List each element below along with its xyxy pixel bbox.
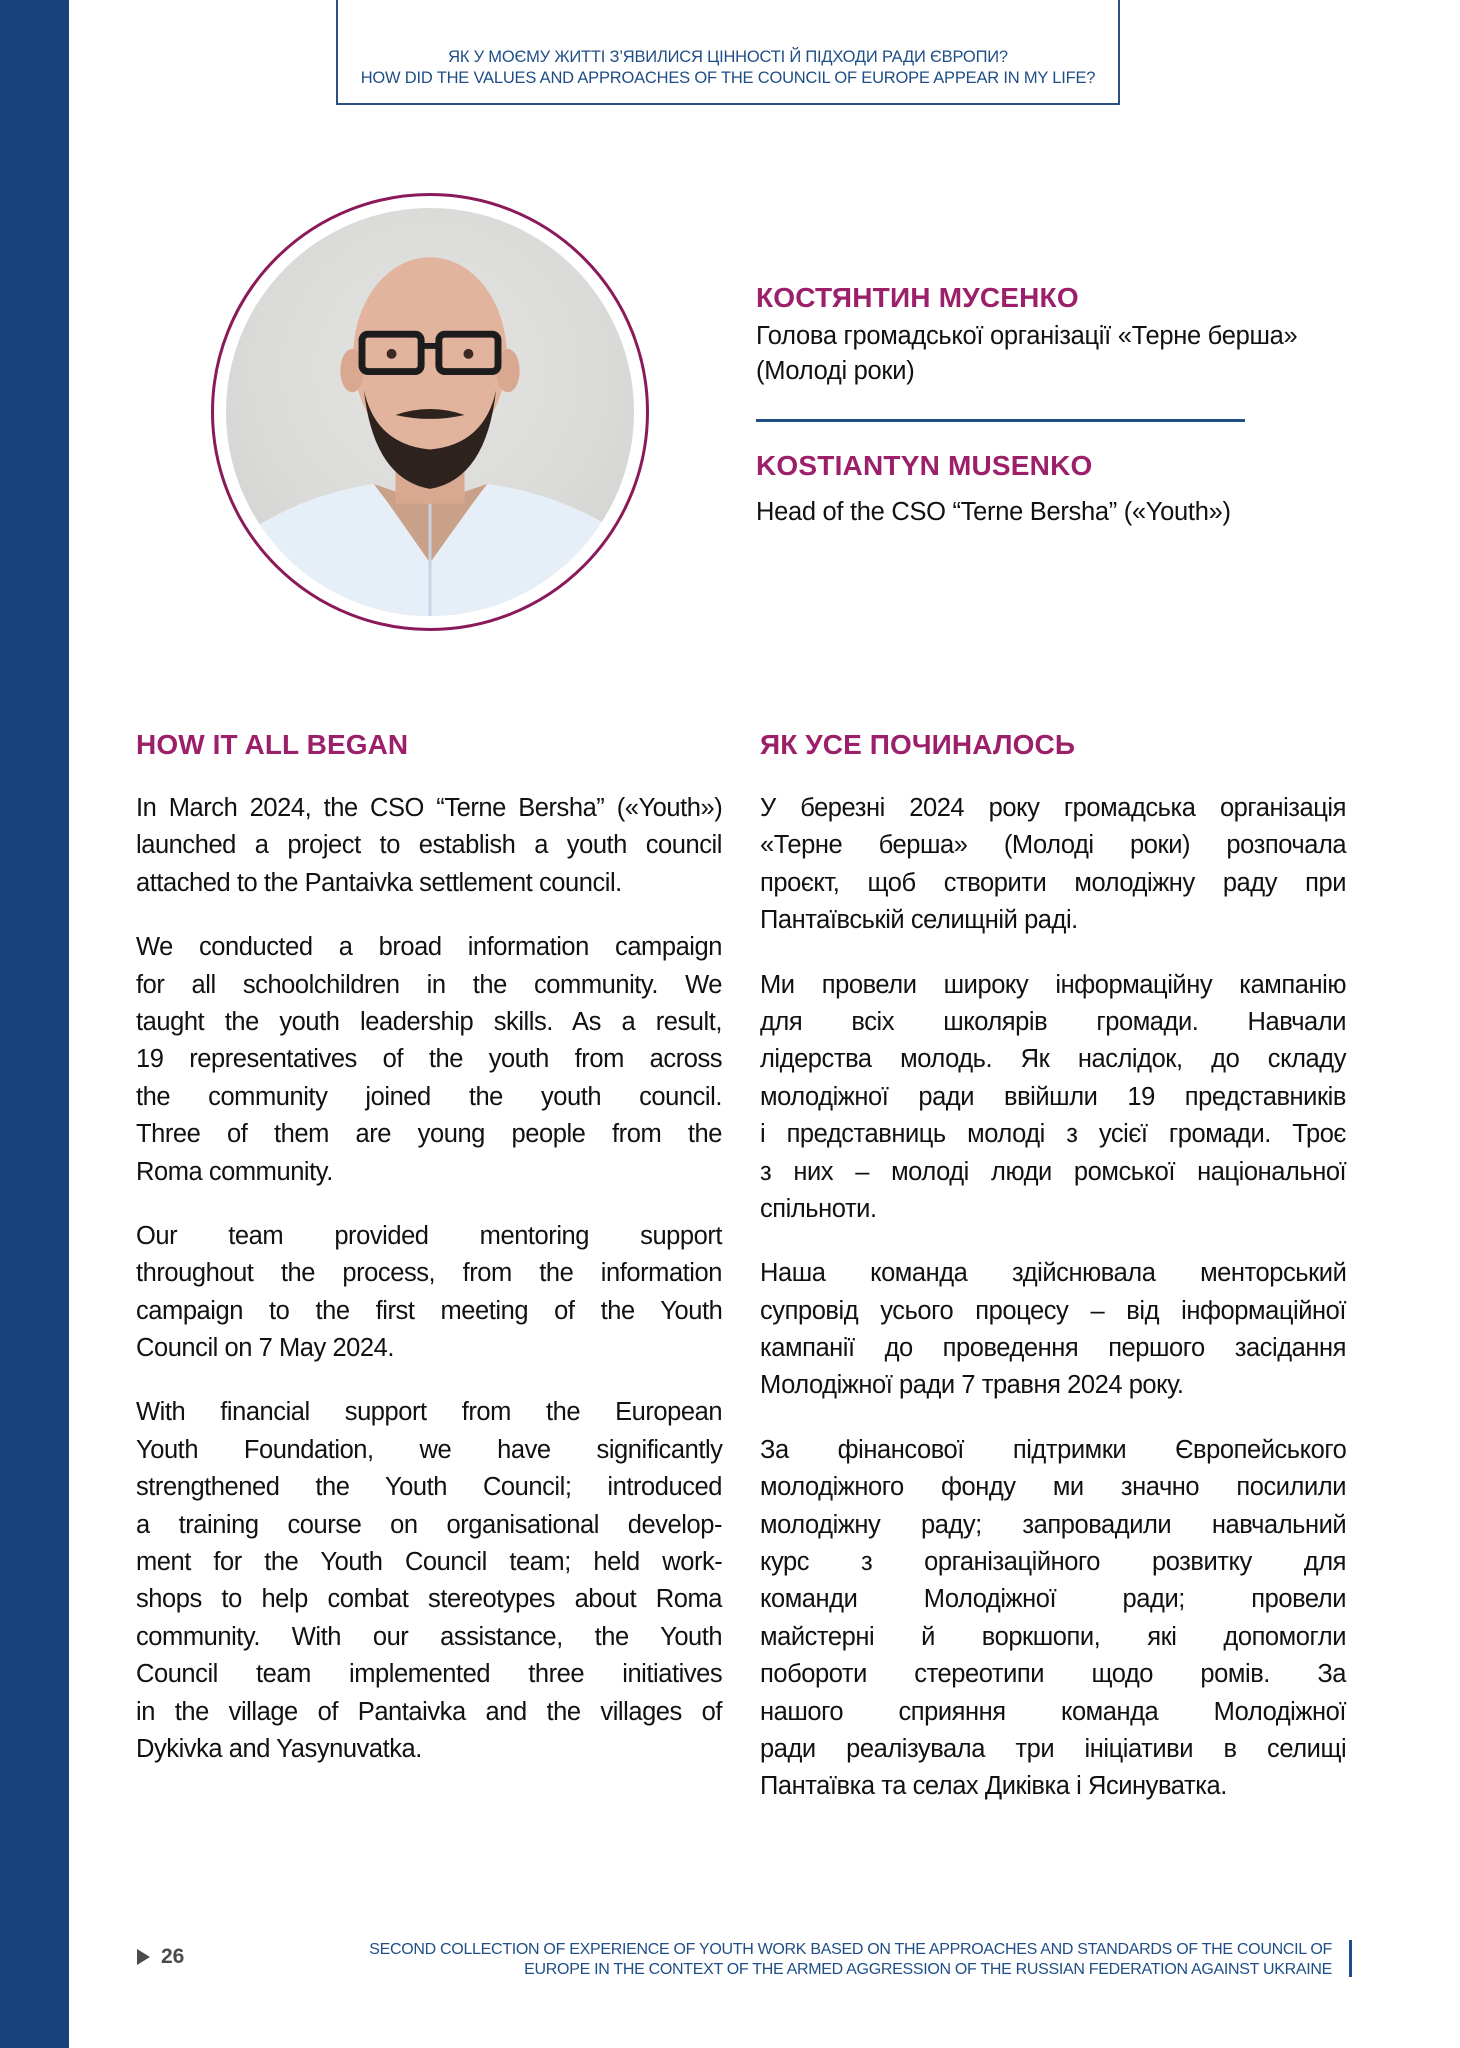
running-header-title-en: HOW DID THE VALUES AND APPROACHES OF THE COUNCIL OF EUROPE APPEAR IN MY LIFE? [360,69,1096,87]
paragraph-line: спільноти. [760,1194,877,1223]
paragraph-line: shops to help combat stereotypes about Roma [136,1585,722,1614]
running-header [336,0,1120,105]
paragraph-line: in the village of Pantaivka and the villages of [136,1697,722,1726]
paragraph-line: Ми провели широку інформаційну кампанію [760,970,1346,999]
paragraph-line: for all schoolchildren in the community. We [136,970,722,999]
ukrainian-paragraphs [760,790,1346,1833]
paragraph-line: In March 2024, the CSO “Terne Bersha” («Youth») [136,794,723,822]
paragraph-line: і представниць молоді з усієї громади. Троє [760,1120,1346,1149]
paragraph [760,967,1346,1229]
paragraph-line: майстерні й воркшопи, які допомогли [760,1622,1346,1651]
section-title-ua: ЯК УСЕ ПОЧИНАЛОСЬ [760,729,1076,760]
portrait-photo [226,208,634,616]
paragraph-line: Council on 7 May 2024. [136,1334,395,1363]
running-footer-line: SECOND COLLECTION OF EXPERIENCE OF YOUTH WORK BASED ON THE APPROACHES AND STANDARDS OF THE COUNCIL OF [369,1941,1332,1958]
paragraph-line: супровід усього процесу – від інформаційної [760,1296,1346,1325]
paragraph-line: Three of them are young people from the [136,1120,722,1149]
paragraph [760,1255,1346,1405]
name-divider [756,419,1245,422]
paragraph-line: Dykivka and Yasynuvatka. [136,1734,422,1763]
paragraph-line: campaign to the first meeting of the Youth [136,1296,723,1325]
paragraph [136,929,722,1191]
page-number: 26 [161,1945,185,1968]
paragraph-line: ради реалізувала три ініціативи в селищі [760,1734,1347,1763]
paragraph-line: побороти стереотипи щодо ромів. За [760,1660,1346,1689]
person-role-ua-line: (Молоді роки) [756,357,915,385]
paragraph-line: strengthened the Youth Council; introduced [136,1473,722,1502]
person-role-en: Head of the CSO “Terne Bersha” («Youth») [756,498,1231,526]
portrait-frame [211,193,649,631]
paragraph-line: Пантаївка та селах Диківка і Ясинуватка. [760,1772,1227,1801]
paragraph-line: taught the youth leadership skills. As a result, [136,1007,722,1036]
paragraph [760,790,1346,940]
paragraph [136,1218,722,1368]
paragraph-line: Youth Foundation, we have significantly [136,1435,723,1464]
paragraph [760,1432,1346,1806]
paragraph-line: Наша команда здійснювала менторський [760,1259,1347,1288]
paragraph-line: Молодіжної ради 7 травня 2024 року. [760,1371,1184,1400]
paragraph-line: launched a project to establish a youth council [136,831,722,860]
paragraph-line: Council team implemented three initiatives [136,1660,723,1689]
person-name-ua: КОСТЯНТИН МУСЕНКО [756,282,1079,313]
paragraph-line: За фінансової підтримки Європейського [760,1435,1347,1464]
paragraph-line: лідерства молодь. Як наслідок, до складу [760,1045,1346,1074]
paragraph-line: молодіжної ради ввійшли 19 представників [760,1082,1346,1111]
paragraph-line: We conducted a broad information campaign [136,933,722,962]
paragraph-line: Our team provided mentoring support [136,1221,723,1250]
running-header-title-ua: ЯК У МОЄМУ ЖИТТІ З’ЯВИЛИСЯ ЦІННОСТІ Й ПІДХОДИ РАДИ ЄВРОПИ? [448,48,1008,66]
section-title-en: HOW IT ALL BEGAN [136,729,409,760]
paragraph-line: з них – молоді люди ромської національної [760,1157,1347,1186]
paragraph-line: attached to the Pantaivka settlement council. [136,868,622,897]
person-role-ua-line: Голова громадської організації «Терне берша» [756,322,1298,350]
page-number-block [137,1945,184,1969]
paragraph-line: «Терне берша» (Молоді роки) розпочала [760,831,1347,860]
paragraph-line: the community joined the youth council. [136,1082,722,1111]
paragraph [136,790,722,902]
paragraph [136,1394,722,1768]
page-sidebar-band [0,0,69,2048]
paragraph-line: community. With our assistance, the Youth [136,1622,723,1651]
paragraph-line: Roma community. [136,1157,333,1186]
paragraph-line: 19 representatives of the youth from across [136,1045,723,1074]
running-footer [369,1940,1332,1980]
paragraph-line: проєкт, щоб створити молодіжну раду при [760,868,1346,897]
paragraph-line: throughout the process, from the information [136,1259,722,1288]
english-paragraphs [136,790,722,1795]
running-footer-line: EUROPE IN THE CONTEXT OF THE ARMED AGGRESSION OF THE RUSSIAN FEDERATION AGAINST UKRAINE [524,1961,1332,1978]
paragraph-line: Пантаївській селищній раді. [760,906,1078,935]
footer-accent-bar [1349,1940,1352,1977]
person-photo-icon [226,208,634,616]
triangle-right-icon [137,1949,150,1965]
paragraph-line: With financial support from the European [136,1398,723,1427]
paragraph-line: для всіх школярів громади. Навчали [760,1007,1346,1036]
paragraph-line: молодіжну раду; запровадили навчальний [760,1510,1347,1539]
paragraph-line: нашого сприяння команда Молодіжної [760,1697,1346,1726]
paragraph-line: курс з організаційного розвитку для [760,1548,1346,1577]
paragraph-line: команди Молодіжної ради; провели [760,1585,1346,1614]
paragraph-line: кампанії до проведення першого засідання [760,1334,1346,1363]
paragraph-line: У березні 2024 року громадська організація [760,794,1346,822]
person-name-en: KOSTIANTYN MUSENKO [756,450,1093,481]
paragraph-line: a training course on organisational develop- [136,1510,722,1539]
paragraph-line: молодіжного фонду ми значно посилили [760,1473,1346,1502]
paragraph-line: ment for the Youth Council team; held work- [136,1548,723,1577]
